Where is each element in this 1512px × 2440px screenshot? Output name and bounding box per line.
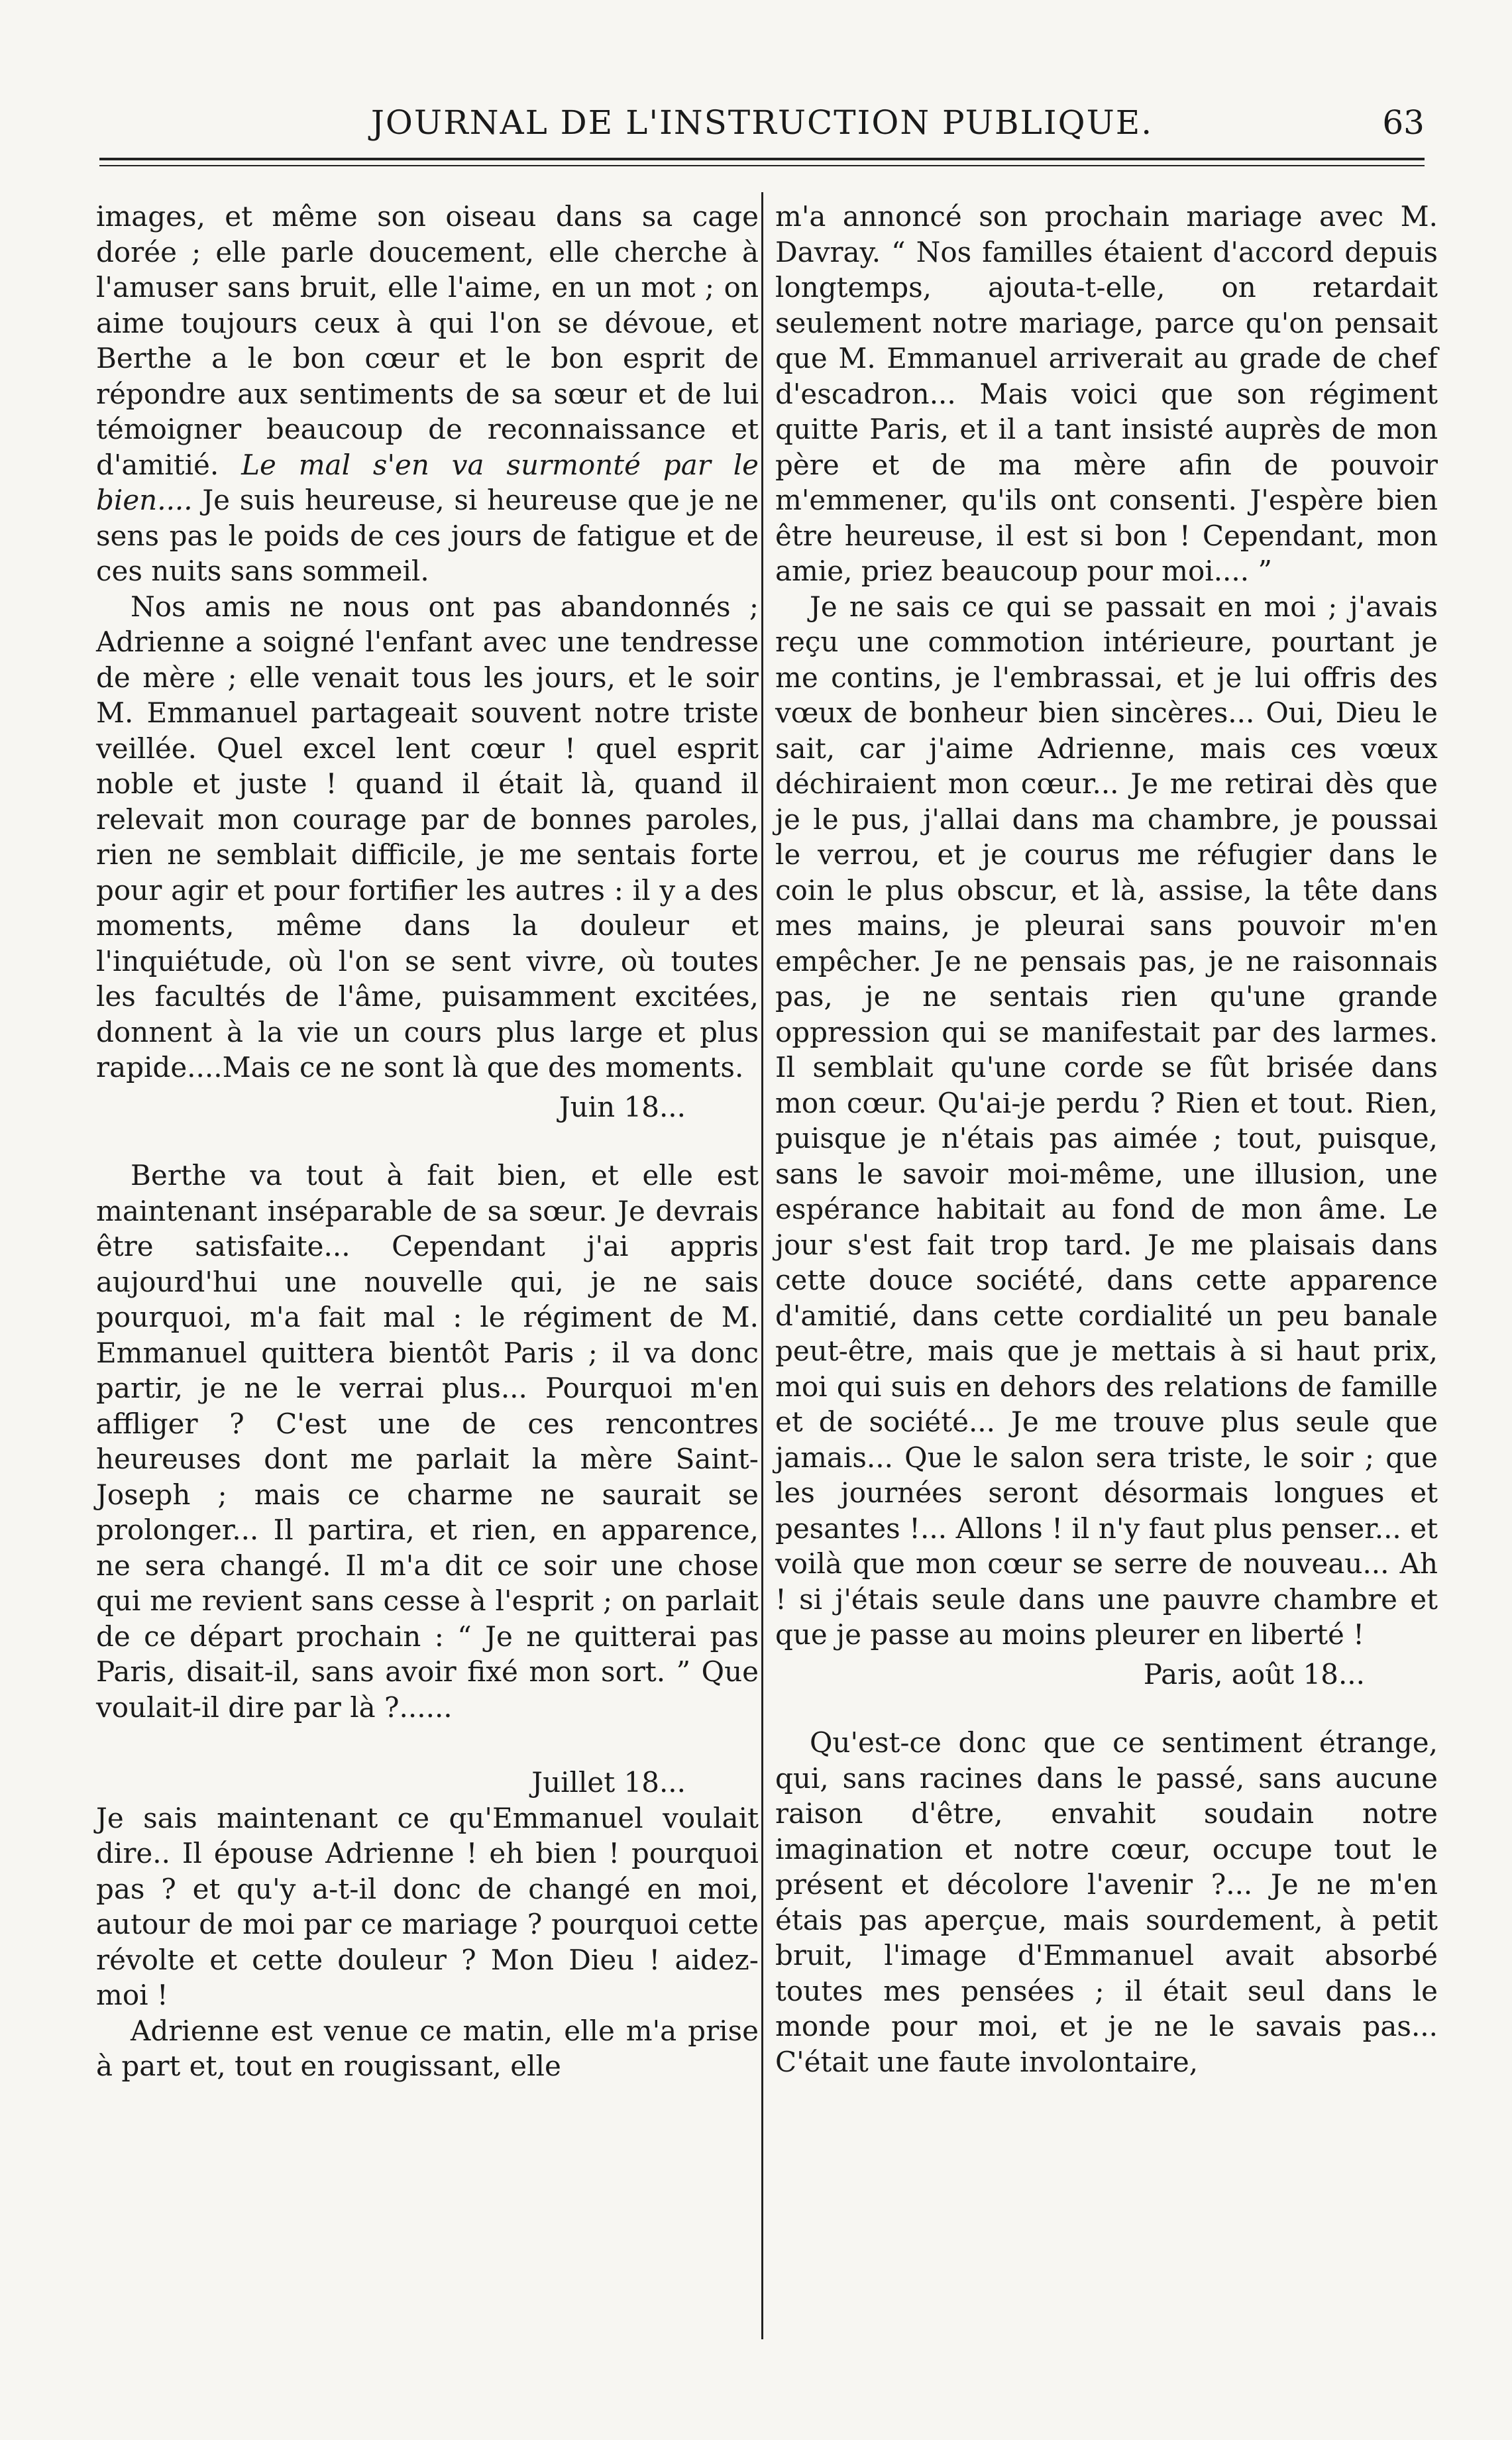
right-paragraph-3: Qu'est-ce donc que ce sentiment étrange, qui, sans racines dans le passé, sans aucune raison d'être, envahit soudain notre imagination et notre cœur, occupe tout le présent et décolore l'avenir ?... Je ne m'en étais pas aperçue, mais sourdement, à petit bruit, l'image d'Emmanuel avait absorbé toutes mes pensées ; il était seul dans le monde pour moi, et je ne le savais pas... C'était une faute involontaire, (775, 1726, 1438, 2078)
header-rule-thin (99, 165, 1425, 166)
left-paragraph-4: Je sais maintenant ce qu'Emmanuel voulait dire.. Il épouse Adrienne ! eh bien ! pourquoi pas ? et qu'y a-t-il donc de changé en moi, autour de moi par ce mariage ? pourquoi cette révolte et cette douleur ? Mon Dieu ! aidez-moi ! (96, 1801, 759, 2011)
left-paragraph-1 (96, 199, 759, 589)
dateline-paris-aout: Paris, août 18... (1143, 1657, 1365, 1691)
journal-title: JOURNAL DE L'INSTRUCTION PUBLIQUE. (370, 103, 1154, 142)
column-divider (761, 192, 763, 2339)
left-column (96, 199, 759, 2084)
left-paragraph-5: Adrienne est venue ce matin, elle m'a prise à part et, tout en rougissant, elle (96, 2014, 759, 2082)
left-paragraph-3: Berthe va tout à fait bien, et elle est maintenant inséparable de sa sœur. Je devrais être satisfaite... Cependant j'ai appris aujourd'hui une nouvelle qui, je ne sais pourquoi, m'a fait mal : le régiment de M. Emmanuel quittera bientôt Paris ; il va donc partir, je ne le verrai plus... Pourquoi m'en affliger ? C'est une de ces rencontres heureuses dont me parlait la mère Saint-Joseph ; mais ce charme ne saurait se prolonger... Il partira, et rien, en apparence, ne sera changé. Il m'a dit ce soir une chose qui me revient sans cesse à l'esprit ; on parlait de ce départ prochain : “ Je ne quitterai pas Paris, disait-il, sans avoir fixé mon sort. ” Que voulait-il dire par là ?...... (96, 1159, 759, 1724)
dateline-juin: Juin 18... (559, 1090, 686, 1123)
right-paragraph-1: m'a annoncé son prochain mariage avec M. Davray. “ Nos familles étaient d'accord depuis longtemps, ajouta-t-elle, on retardait seulement notre mariage, parce qu'on pensait que M. Emmanuel arriverait au grade de chef d'escadron... Mais voici que son régiment quitte Paris, et il a tant insisté auprès de mon père et de ma mère afin de pouvoir m'emmener, qu'ils ont consenti. J'espère bien être heureuse, il est si bon ! Cependant, mon amie, priez beaucoup pour moi.... ” (775, 200, 1438, 587)
left-p1-text-b: Je suis heureuse, si heureuse que je ne sens pas le poids de ces jours de fatigue et de ces nuits sans sommeil. (96, 484, 759, 587)
right-paragraph-2: Je ne sais ce qui se passait en moi ; j'avais reçu une commotion intérieure, pourtant je me contins, je l'embrassai, et je lui offris des vœux de bonheur bien sincères... Oui, Dieu le sait, car j'aime Adrienne, mais ces vœux déchiraient mon cœur... Je me retirai dès que je le pus, j'allai dans ma chambre, je poussai le verrou, et je courus me réfugier dans le coin le plus obscur, et là, assise, la tête dans mes mains, je pleurai sans pouvoir m'en empêcher. Je ne pensais pas, je ne raisonnais pas, je ne sentais rien qu'une grande oppression qui se manifestait par des larmes. Il semblait qu'une corde se fût brisée dans mon cœur. Qu'ai-je perdu ? Rien et tout. Rien, puisque je n'étais pas aimée ; tout, puisque, sans le savoir moi-même, une illusion, une espérance habitait au fond de mon âme. Le jour s'est fait trop tard. Je me plaisais dans cette douce société, dans cette apparence d'amitié, dans cette cordialité un peu banale peut-être, mais que je mettais à si haut prix, moi qui suis en dehors des relations de famille et de société... Je me trouve plus seule que jamais... Que le salon sera triste, le soir ; que les journées seront désormais longues et pesantes !... Allons ! il n'y faut plus penser... et voilà que mon cœur se serre de nouveau... Ah ! si j'étais seule dans une pauvre chambre et que je passe au moins pleurer en liberté ! (775, 590, 1438, 1651)
header-rule-thick (99, 158, 1425, 160)
left-paragraph-2: Nos amis ne nous ont pas abandonnés ; Adrienne a soigné l'enfant avec une tendresse de mère ; elle venait tous les jours, et le soir M. Emmanuel partageait souvent notre triste veillée. Quel excel lent cœur ! quel esprit noble et juste ! quand il était là, quand il relevait mon courage par de bonnes paroles, rien ne semblait difficile, je me sentais forte pour agir et pour fortifier les autres : il y a des moments, même dans la douleur et l'inquiétude, où l'on se sent vivre, où toutes les facultés de l'âme, puisamment excitées, donnent à la vie un cours plus large et plus rapide....Mais ce ne sont là que des moments. (96, 590, 759, 1083)
dateline-juillet: Juillet 18... (531, 1766, 686, 1799)
left-p1-text-a: images, et même son oiseau dans sa cage dorée ; elle parle doucement, elle cherche à l'amuser sans bruit, elle l'aime, en un mot ; on aime toujours ceux à qui l'on se dévoue, et Berthe a le bon cœur et le bon esprit de répondre aux sentiments de sa sœur et de lui témoigner beaucoup de reconnaissance et d'amitié. (96, 200, 759, 481)
right-column (775, 199, 1438, 2080)
left-p1-italic-maxim: Le mal s'en va surmonté par le bien.... (96, 448, 759, 516)
running-header (99, 99, 1425, 146)
page-number: 63 (1382, 103, 1425, 142)
